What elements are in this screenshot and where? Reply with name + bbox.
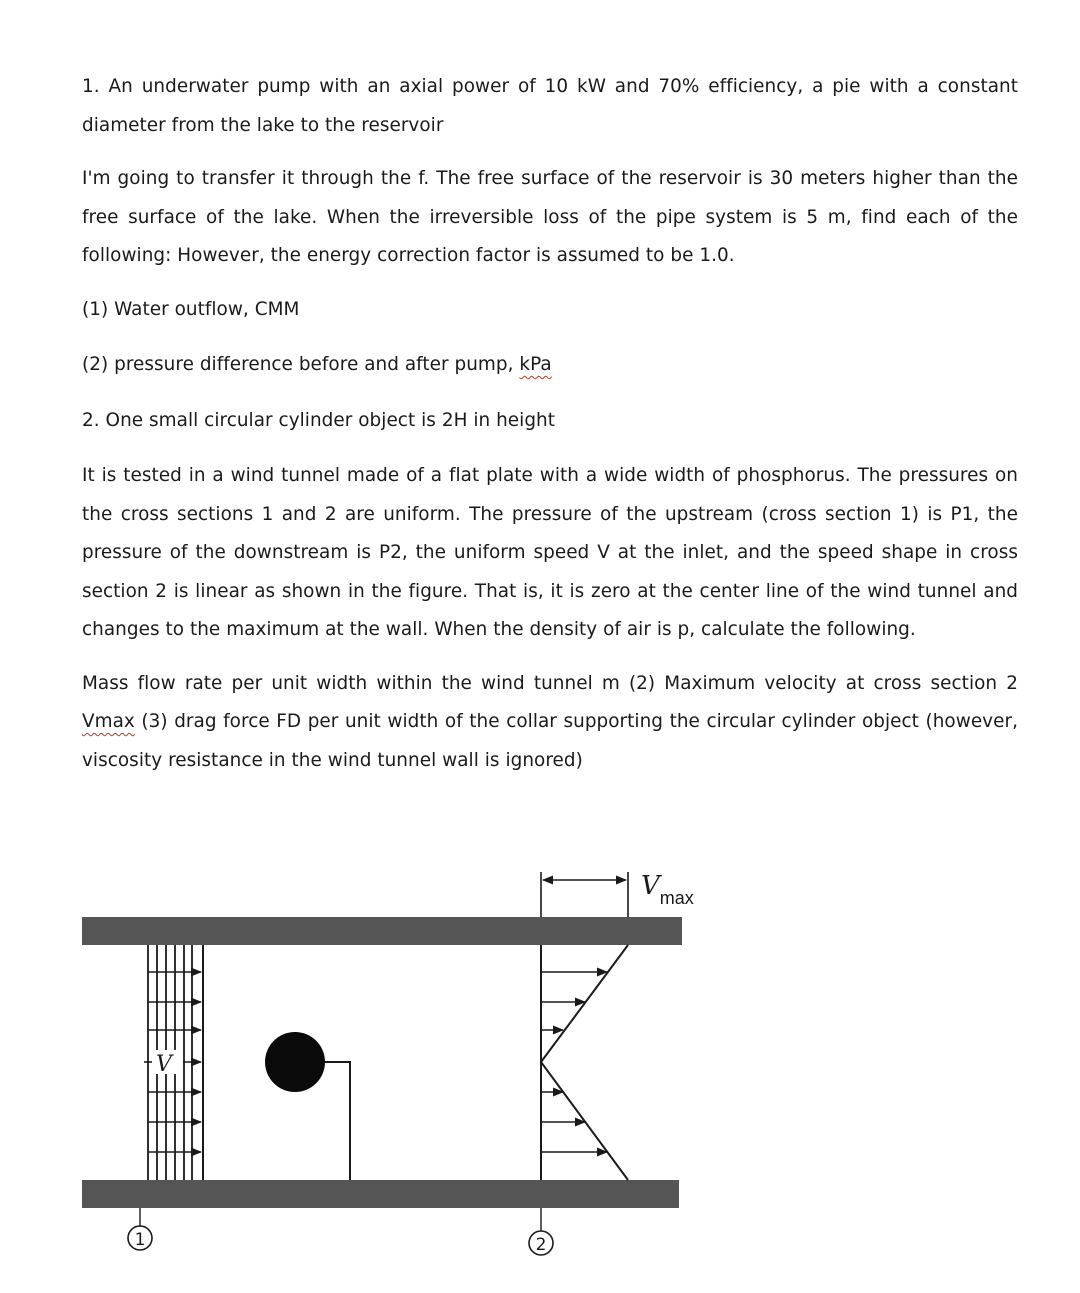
section-1-label: 1 — [134, 1230, 146, 1250]
vmax-word: Vmax — [82, 711, 135, 732]
linear-velocity-profile — [541, 945, 628, 1180]
vmax-subscript: max — [659, 888, 694, 908]
section-2-label: 2 — [535, 1235, 547, 1255]
questions-text-a: Mass flow rate per unit width within the wind tunnel m (2) Maximum velocity at cross section 2 — [82, 672, 1018, 694]
problem-1-question-1: (1) Water outflow, CMM — [82, 298, 300, 320]
inlet-velocity-label: V — [156, 1052, 172, 1077]
vmax-label — [641, 871, 694, 908]
bottom-wall — [82, 1180, 679, 1208]
problem-1-statement: 1. An underwater pump with an axial power of 10 kW and 70% efficiency, a pie with a constant diameter from the lake to the reservoir — [82, 76, 1018, 136]
problem-2-description: It is tested in a wind tunnel made of a flat plate with a wide width of phosphorus. The pressures on the cross sections 1 and 2 are uniform. The pressure of the upstream (cross section 1) is P1, the pressure of the downstream is P2, the uniform speed V at the inlet, and the speed shape in cross section 2 is linear as shown in the figure. That is, it is zero at the center line of the wind tunnel and changes to the maximum at the wall. When the density of air is p, calculate the following. — [82, 465, 1018, 640]
question-2-text: (2) pressure difference before and after pump, — [82, 354, 520, 375]
cylinder-support — [325, 1062, 350, 1180]
vmax-symbol: V — [641, 871, 660, 901]
outlet-velocity-arrows — [541, 972, 607, 1152]
top-wall — [82, 917, 682, 945]
questions-text-b: (3) drag force FD per unit width of the collar supporting the circular cylinder object (however, viscosity resistance in the wind tunnel wall is ignored) — [82, 711, 1018, 771]
problem-1-details: I'm going to transfer it through the f. The free surface of the reservoir is 30 meters higher than the free surface of the lake. When the irreversible loss of the pipe system is 5 m, find each of the following: However, the energy correction factor is assumed to be 1.0. — [82, 168, 1018, 266]
cylinder — [265, 1032, 325, 1092]
problem-2-title: 2. One small circular cylinder object is 2H in height — [82, 409, 556, 431]
kpa-unit: kPa — [519, 354, 552, 375]
